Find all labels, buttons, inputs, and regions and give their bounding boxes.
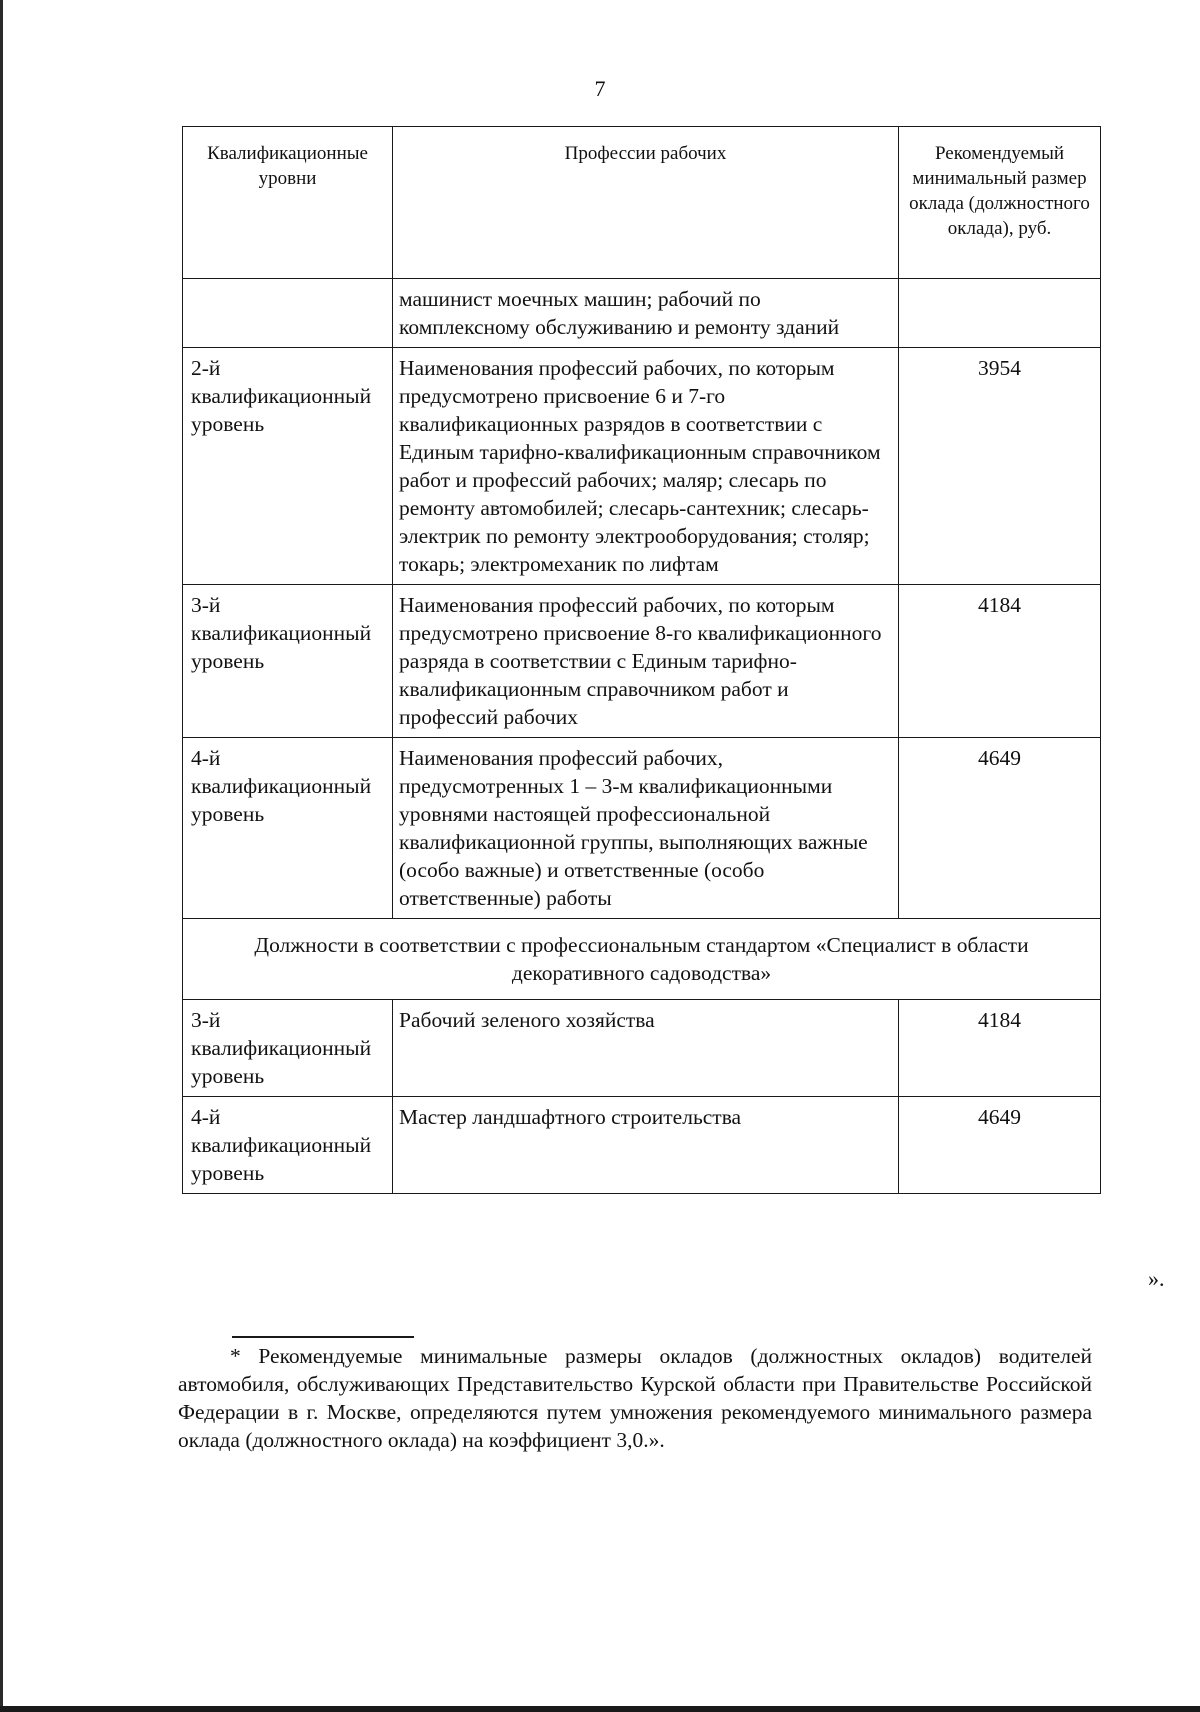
header-professions: Профессии рабочих — [393, 127, 899, 279]
page-number: 7 — [594, 76, 606, 101]
row-professions: Рабочий зеленого хозяйства — [393, 1000, 899, 1097]
row-professions: Мастер ландшафтного строительства — [393, 1097, 899, 1194]
table-row — [183, 1000, 1101, 1097]
section-title: Должности в соответствии с профессиональным стандартом «Специалист в области декоративного садоводства» — [183, 919, 1101, 1000]
row-professions: Наименования профессий рабочих, предусмотренных 1 – 3-м квалификационными уровнями настоящей профессиональной квалификационной группы, выполняющих важные (особо важные) и ответственные (особо ответственные) работы — [393, 738, 899, 919]
row-level: 2-й квалификационный уровень — [183, 348, 393, 585]
row-level: 4-й квалификационный уровень — [183, 1097, 393, 1194]
row-level: 3-й квалификационный уровень — [183, 1000, 393, 1097]
footnote: * Рекомендуемые минимальные размеры окладов (должностных окладов) водителей автомобиля, обслуживающих Представительство Курской области при Правительстве Российской Федерации в г. Москве, определяются путем умножения рекомендуемого минимального размера оклада (должностного оклада) на коэффициент 3,0.». — [178, 1344, 1092, 1452]
row-salary: 4184 — [899, 1000, 1101, 1097]
row-level: 3-й квалификационный уровень — [183, 585, 393, 738]
table-row — [183, 348, 1101, 585]
scan-edge-left — [0, 0, 3, 1712]
row-professions: Наименования профессий рабочих, по которым предусмотрено присвоение 8-го квалификационного разряда в соответствии с Единым тарифно-квалификационным справочником работ и профессий рабочих — [393, 585, 899, 738]
table-row — [183, 585, 1101, 738]
scan-edge-bottom — [0, 1706, 1200, 1712]
row-professions: Наименования профессий рабочих, по которым предусмотрено присвоение 6 и 7-го квалификационных разрядов в соответствии с Единым тарифно-квалификационным справочником работ и профессий рабочих; маляр; слесарь по ремонту автомобилей; слесарь-сантехник; слесарь-электрик по ремонту электрооборудования; столяр; токарь; электромеханик по лифтам — [393, 348, 899, 585]
row-salary: 4649 — [899, 738, 1101, 919]
table-row — [183, 738, 1101, 919]
salary-table — [182, 126, 1101, 1194]
section-title-row — [183, 919, 1101, 1000]
table-header-row — [183, 127, 1101, 279]
table-row — [183, 279, 1101, 348]
row-salary: 4184 — [899, 585, 1101, 738]
row-salary — [899, 279, 1101, 348]
table-row — [183, 1097, 1101, 1194]
header-salary: Рекомендуемый минимальный размер оклада (должностного оклада), руб. — [899, 127, 1101, 279]
row-level: 4-й квалификационный уровень — [183, 738, 393, 919]
closing-quote: ». — [1148, 1266, 1165, 1291]
footnote-divider — [232, 1336, 414, 1338]
header-level: Квалификационные уровни — [183, 127, 393, 279]
row-salary: 4649 — [899, 1097, 1101, 1194]
row-level — [183, 279, 393, 348]
row-professions: машинист моечных машин; рабочий по комплексному обслуживанию и ремонту зданий — [393, 279, 899, 348]
row-salary: 3954 — [899, 348, 1101, 585]
